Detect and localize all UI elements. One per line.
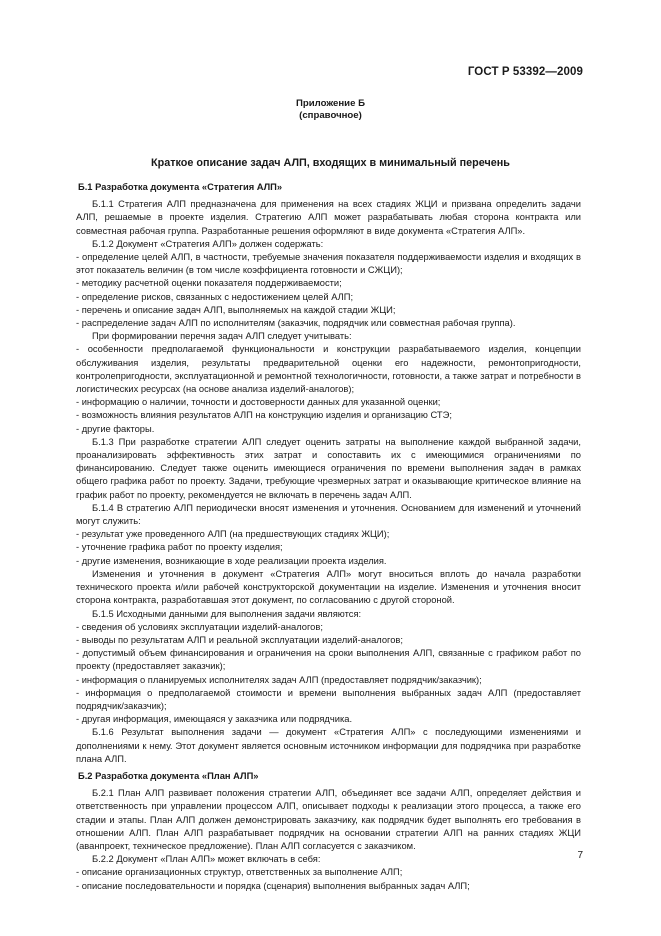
paragraph: - другие факторы. bbox=[76, 423, 155, 434]
paragraph: Б.1.2 Документ «Стратегия АЛП» должен содержать: bbox=[92, 238, 324, 249]
paragraph: - выводы по результатам АЛП и реальной эксплуатации изделий-аналогов; bbox=[76, 634, 403, 645]
document-code-header: ГОСТ Р 53392—2009 bbox=[467, 66, 583, 78]
paragraph: - распределение задач АЛП по исполнителям (заказчик, подрядчик или совместная рабочая группа). bbox=[76, 318, 516, 329]
paragraph: Б.1.5 Исходными данными для выполнения задачи являются: bbox=[92, 608, 362, 619]
paragraph: - особенности предполагаемой функциональности и конструкции разрабатываемого изделия, концепции обслуживания изделия, результаты предварительной оценки его надежности, ремонтопригодности, контролепригодности, эксплуатационной и ремонтной технологичности, готовности, а также затрат и потребности в логистических ресурсах (на основе анализа изделий-аналогов); bbox=[76, 344, 581, 395]
paragraph: Б.1.6 Результат выполнения задачи — документ «Стратегия АЛП» с последующими изменениями и дополнениями к нему. Этот документ является основным источником информации для подрядчика при разработке плана АЛП. bbox=[76, 727, 581, 764]
paragraph: - сведения об условиях эксплуатации изделий-аналогов; bbox=[76, 621, 323, 632]
paragraph: Б.2.1 План АЛП развивает положения стратегии АЛП, объединяет все задачи АЛП, определяет действия и ответственность при управлении процессом АЛП, описывает подходы к реализации этого процесса, а также его стадии и этапы. План АЛП должен демонстрировать заказчику, как подрядчик будет выполнять его требования в отношении АЛП. План АЛП разрабатывает подрядчик на основании стратегии АЛП на ранних стадиях ЖЦИ (аванпроект, техническое предложение). План АЛП согласуется с заказчиком. bbox=[76, 788, 581, 851]
appendix-subtitle: (справочное) bbox=[299, 110, 362, 121]
paragraph: Б.1.4 В стратегию АЛП периодически вносят изменения и уточнения. Основанием для изменений и уточнений могут служить: bbox=[76, 502, 581, 527]
paragraph: При формировании перечня задач АЛП следует учитывать: bbox=[92, 331, 352, 342]
paragraph: - перечень и описание задач АЛП, выполняемых на каждой стадии ЖЦИ; bbox=[76, 304, 396, 315]
paragraph: - другая информация, имеющаяся у заказчика или подрядчика. bbox=[76, 714, 353, 725]
paragraph: - определение целей АЛП, в частности, требуемые значения показателя поддерживаемости изделия и входящих в этот показатель величин (в том числе коэффициента готовности и СЖЦИ); bbox=[76, 252, 581, 276]
paragraph: Б.1.1 Стратегия АЛП предназначена для применения на всех стадиях ЖЦИ и призвана определить задачи АЛП, решаемые в проекте изделия. Стратегию АЛП может разрабатывать любая сторона контракта или совместная рабочая группа. Разработанные решения оформляют в виде документа «Стратегия АЛП». bbox=[76, 199, 581, 236]
appendix-heading bbox=[0, 98, 661, 122]
paragraph: - другие изменения, возникающие в ходе реализации проекта изделия. bbox=[76, 555, 387, 566]
page-number: 7 bbox=[577, 850, 583, 861]
paragraph: - результат уже проведенного АЛП (на предшествующих стадиях ЖЦИ); bbox=[76, 529, 390, 540]
paragraph: - определение рисков, связанных с недостижением целей АЛП; bbox=[76, 291, 354, 302]
section-heading: Б.2 Разработка документа «План АЛП» bbox=[78, 770, 259, 781]
paragraph: Изменения и уточнения в документ «Стратегия АЛП» могут вноситься вплоть до начала разработки технического проекта и/или рабочей конструкторской документации на изделие. Изменения и уточнения вносит сторона контракта, разработавшая этот документ, по согласованию с другой стороной. bbox=[76, 568, 581, 606]
paragraph: - информация о планируемых исполнителях задач АЛП (предоставляет подрядчик/заказчик); bbox=[76, 674, 482, 685]
paragraph: - описание организационных структур, ответственных за выполнение АЛП; bbox=[76, 867, 403, 878]
paragraph: - методику расчетной оценки показателя поддерживаемости; bbox=[76, 278, 342, 289]
paragraph: - описание последовательности и порядка (сценария) выполнения выбранных задач АЛП; bbox=[76, 880, 470, 891]
paragraph: - возможность влияния результатов АЛП на конструкцию изделия и организацию СТЭ; bbox=[76, 410, 452, 421]
paragraph: - информацию о наличии, точности и достоверности данных для указанной оценки; bbox=[76, 397, 441, 408]
paragraph: - информация о предполагаемой стоимости и времени выполнения выбранных задач АЛП (предоставляет подрядчик/заказчик); bbox=[76, 687, 581, 711]
paragraph: - уточнение графика работ по проекту изделия; bbox=[76, 542, 283, 553]
paragraph: Б.2.2 Документ «План АЛП» может включать в себя: bbox=[92, 854, 321, 865]
paragraph: Б.1.3 При разработке стратегии АЛП следует оценить затраты на выполнение каждой выбранной задачи, проанализировать эффективность этих затрат и сопоставить их с имеющимися ограничениями по финансированию. Следует также оценить имеющиеся ограничения по времени выполнения задач в рамках общего графика работ по проекту. Задачи, требующие чрезмерных затрат и оказывающие критическое влияние на график работ по проекту, рекомендуется не включать в перечень задач АЛП. bbox=[76, 436, 581, 500]
appendix-title: Приложение Б bbox=[296, 98, 365, 109]
section-heading: Б.1 Разработка документа «Стратегия АЛП» bbox=[78, 182, 283, 192]
document-body bbox=[76, 181, 581, 893]
page-title: Краткое описание задач АЛП, входящих в минимальный перечень bbox=[151, 157, 510, 169]
paragraph: - допустимый объем финансирования и ограничения на сроки выполнения АЛП, связанные с графиком работ по проекту (предоставляет заказчик); bbox=[76, 648, 581, 672]
